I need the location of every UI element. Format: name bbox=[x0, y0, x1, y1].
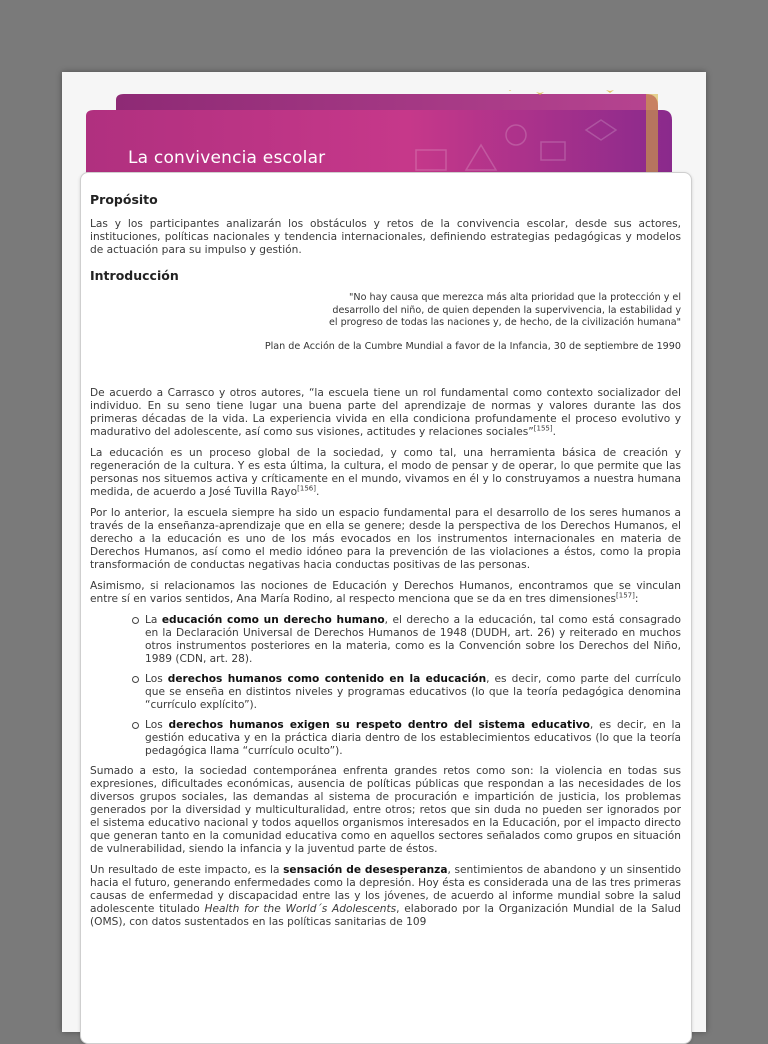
paragraph-text: , elaborado por la Organización Mundial de la Salud (OMS), con datos sustentados en las políticas sanitarias de 109 bbox=[90, 902, 681, 928]
dimensions-list bbox=[90, 614, 681, 758]
epigraph-quote bbox=[90, 292, 681, 330]
paragraph bbox=[90, 447, 681, 499]
list-item-emphasis: educación como un derecho humano bbox=[161, 613, 385, 626]
list-item bbox=[145, 719, 681, 758]
list-item-emphasis: derechos humanos exigen su respeto dentro del sistema educativo bbox=[168, 718, 590, 731]
epigraph-text: "No hay causa que merezca más alta prioridad que la protección y el desarrollo del niño, de quien dependen la supervivencia, la estabilidad y el progreso de todas las naciones y, de hecho, de la civilización humana" bbox=[328, 292, 681, 329]
paragraph: Por lo anterior, la escuela siempre ha sido un espacio fundamental para el desarrollo de los seres humanos a través de la enseñanza-aprendizaje que en ella se genere; desde la perspectiva de los Derechos Humanos, el derecho a la educación es uno de los más evocados en los instrumentos internacionales en materia de Derechos Humanos, así como el medio idóneo para la prevención de las violaciones a éstos, como la propia transformación de conductas negativas hacia conductas positivas de las personas. bbox=[90, 506, 681, 571]
epigraph-source: Plan de Acción de la Cumbre Mundial a favor de la Infancia, 30 de septiembre de 1990 bbox=[264, 340, 681, 352]
proposito-heading: Propósito bbox=[90, 192, 158, 207]
paragraph bbox=[90, 387, 681, 439]
list-item-text: Los bbox=[145, 672, 168, 685]
paragraph bbox=[90, 580, 681, 606]
footnote-ref[interactable]: [155] bbox=[533, 424, 553, 433]
content-panel bbox=[80, 172, 692, 1044]
punctuation: . bbox=[315, 485, 320, 498]
list-item-text: Los bbox=[145, 718, 169, 731]
footnote-ref[interactable]: [157] bbox=[616, 591, 635, 600]
proposito-text: Las y los participantes analizarán los obstáculos y retos de la convivencia escolar, desde sus actores, instituciones, políticas nacionales y tendencia internacionales, definiendo estrategias pedagógicas y modelos de actuación para su impulso y gestión. bbox=[90, 218, 681, 256]
list-item-text: , es decir, como parte del currículo que se enseña en distintos niveles y programas educativos (lo que la teoría pedagógica denomina “currículo explícito”). bbox=[145, 672, 681, 711]
report-title: Health for the World´s Adolescents bbox=[204, 902, 397, 915]
paragraph-text: La educación es un proceso global de la sociedad, y como tal, una herramienta básica de creación y regeneración de la cultura. Y es esta última, la cultura, el modo de pensar y de operar, lo que permite que las personas nos situemos activa y críticamente en el mundo, vivamos en él y lo construyamos a nuestra humana medida, de acuerdo a José Tuvilla Rayo bbox=[90, 446, 681, 498]
punctuation: . bbox=[552, 425, 556, 438]
paragraph-text: Asimismo, si relacionamos las nociones de Educación y Derechos Humanos, encontramos que se vinculan entre sí en varios sentidos, Ana María Rodino, al respecto menciona que se da en tres dimensiones bbox=[90, 579, 681, 605]
paragraph-text: , sentimientos de abandono y un sinsentido hacia el futuro, generando enfermedades como la depresión. Hoy ésta es considerada una de las tres primeras causas de enfermedad y discapacidad entre las y los jóvenes, de acuerdo al informe mundial sobre la salud adolescente titulado bbox=[90, 863, 681, 915]
list-item bbox=[145, 673, 681, 712]
list-item-text: , es decir, en la gestión educativa y en la práctica diaria dentro de los establecimientos educativos (lo que la teoría pedagógica llama “currículo oculto”). bbox=[145, 718, 681, 757]
punctuation: : bbox=[634, 592, 639, 605]
list-item-emphasis: derechos humanos como contenido en la educación bbox=[167, 672, 487, 685]
paragraph bbox=[90, 864, 681, 929]
chapter-title: La convivencia escolar bbox=[128, 148, 326, 168]
paragraph-text: De acuerdo a Carrasco y otros autores, “la escuela tiene un rol fundamental como contexto socializador del individuo. En su seno tiene lugar una buena parte del aprendizaje de normas y valores durante las dos primeras décadas de la vida. La experiencia vivida en ella condiciona profundamente el proceso evolutivo y madurativo del adolescente, así como sus visiones, actitudes y relaciones sociales” bbox=[90, 386, 681, 438]
list-item bbox=[145, 614, 681, 666]
list-item-text: La bbox=[145, 613, 162, 626]
list-item-text: , el derecho a la educación, tal como está consagrado en la Declaración Universal de Derechos Humanos de 1948 (DUDH, art. 26) y reiterado en muchos otros instrumentos posteriores en la materia, como es la Convención sobre los Derechos del Niño, 1989 (CDN, art. 28). bbox=[145, 613, 681, 665]
paragraph-text: Un resultado de este impacto, es la bbox=[90, 863, 284, 876]
paragraph-emphasis: sensación de desesperanza bbox=[283, 863, 448, 876]
paragraph: Sumado a esto, la sociedad contemporánea enfrenta grandes retos como son: la violencia en todas sus expresiones, dificultades económicas, ausencia de políticas públicas que respondan a las necesidades de los diversos grupos sociales, las demandas al sistema de procuración e impartición de justicia, los problemas generados por la diversidad y multiculturalidad, entre otros; retos que sin duda no pueden ser ignorados por el sistema educativo nacional y todos aquellos organismos interesados en la Educación, por el impacto directo que generan tanto en la comunidad educativa como en aquellos sectores señalados como grupos en situación de vulnerabilidad, siendo la infancia y la juventud parte de éstos. bbox=[90, 764, 681, 855]
footnote-ref[interactable]: [156] bbox=[297, 484, 316, 493]
introduccion-heading: Introducción bbox=[90, 268, 179, 283]
document-page bbox=[62, 72, 706, 1032]
